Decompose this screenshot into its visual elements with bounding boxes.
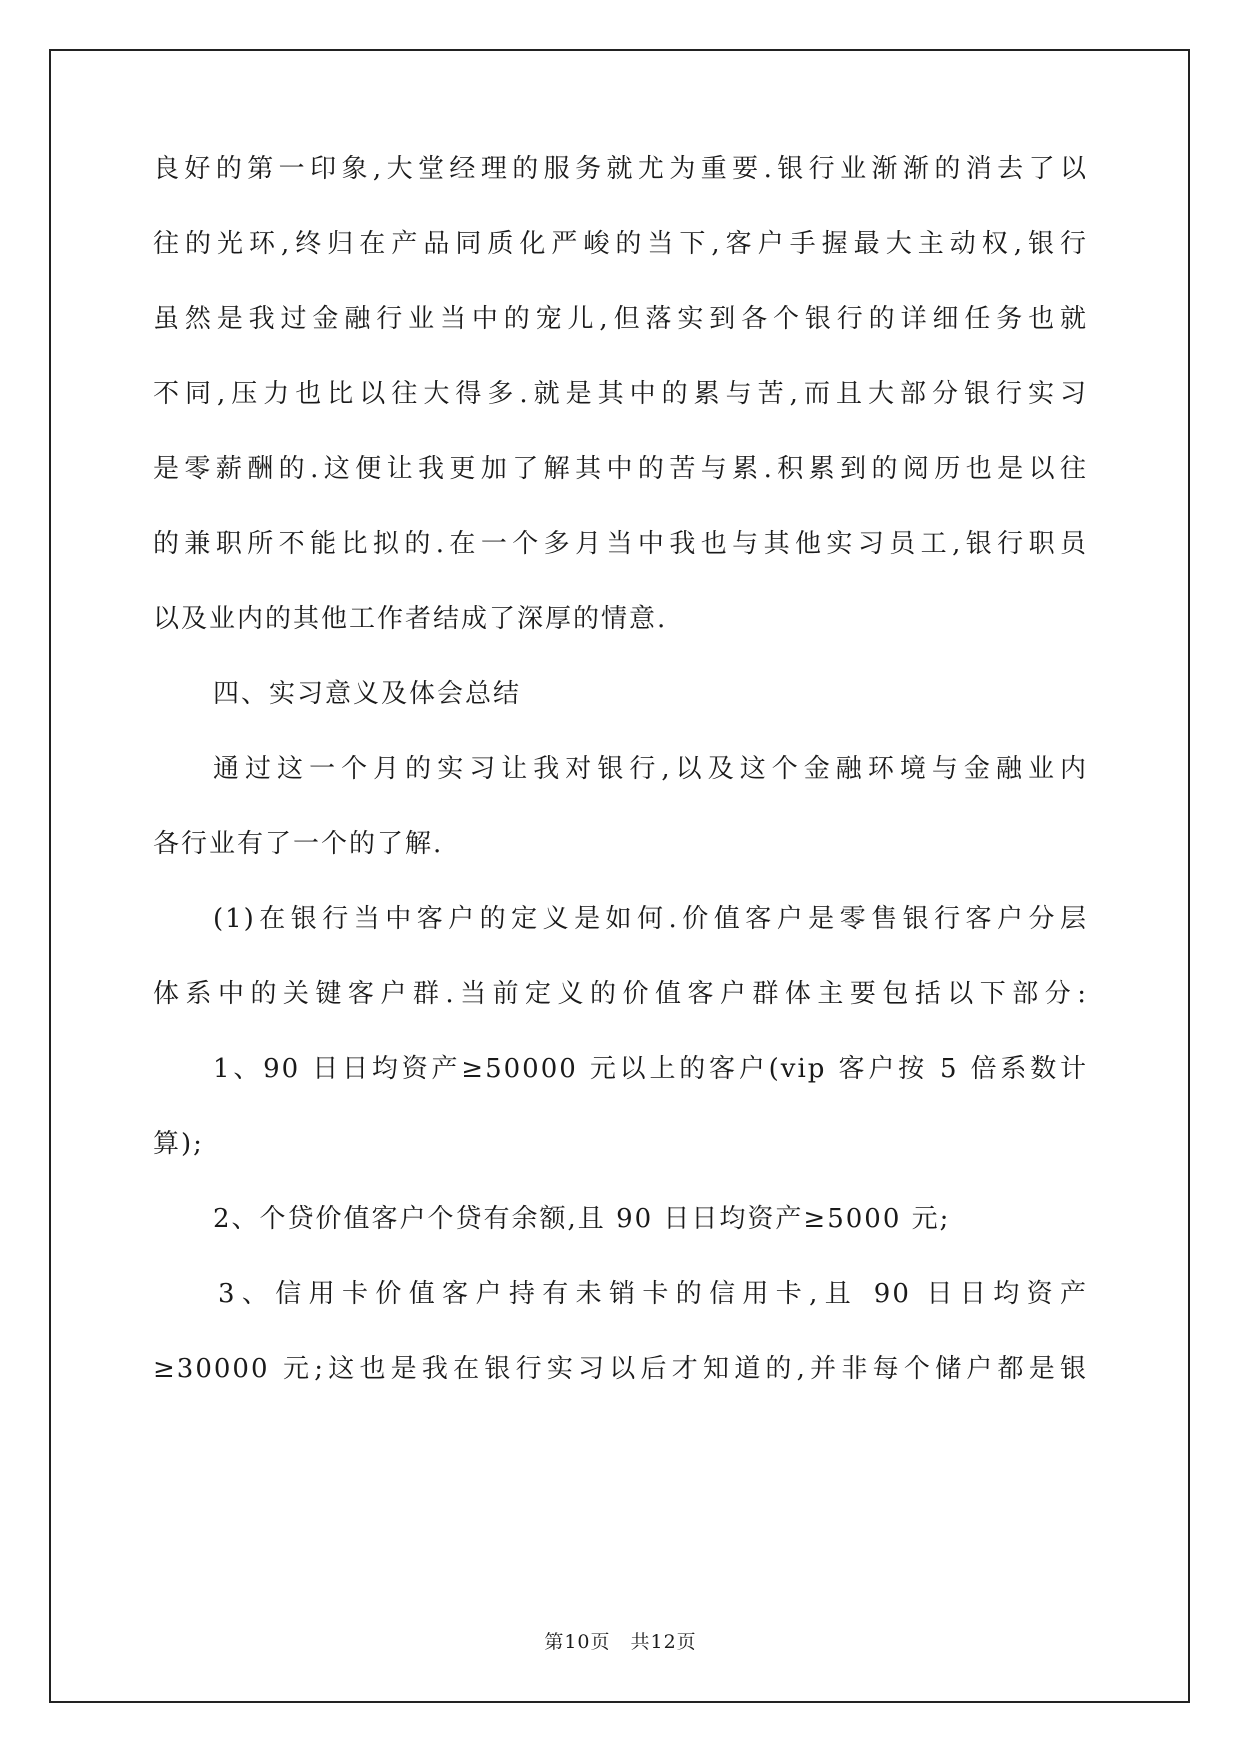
page-number-footer: 第10页 共12页: [544, 1631, 697, 1653]
section-heading: 四、实习意义及体会总结: [213, 679, 522, 709]
text-line-16: 3、信用卡价值客户持有未销卡的信用卡,且 90 日日均资产: [218, 1279, 1088, 1309]
text-line-10: 各行业有了一个的了解.: [153, 829, 444, 859]
text-line-17: ≥30000 元;这也是我在银行实习以后才知道的,并非每个储户都是银: [153, 1354, 1088, 1384]
text-line-11: (1)在银行当中客户的定义是如何.价值客户是零售银行客户分层: [213, 904, 1088, 934]
page-border: [49, 49, 1190, 1703]
text-line-14: 算);: [153, 1129, 204, 1159]
text-line-4: 不同,压力也比以往大得多.就是其中的累与苦,而且大部分银行实习: [153, 379, 1088, 409]
text-line-3: 虽然是我过金融行业当中的宠儿,但落实到各个银行的详细任务也就: [153, 304, 1088, 334]
text-line-5: 是零薪酬的.这便让我更加了解其中的苦与累.积累到的阅历也是以往: [153, 454, 1088, 484]
text-line-6: 的兼职所不能比拟的.在一个多月当中我也与其他实习员工,银行职员: [153, 529, 1088, 559]
text-line-13: 1、90 日日均资产≥50000 元以上的客户(vip 客户按 5 倍系数计: [213, 1054, 1088, 1084]
text-line-7: 以及业内的其他工作者结成了深厚的情意.: [153, 604, 668, 634]
text-line-2: 往的光环,终归在产品同质化严峻的当下,客户手握最大主动权,银行: [153, 229, 1088, 259]
text-line-12: 体系中的关键客户群.当前定义的价值客户群体主要包括以下部分:: [153, 979, 1088, 1009]
text-line-15: 2、个贷价值客户个贷有余额,且 90 日日均资产≥5000 元;: [213, 1204, 951, 1234]
text-line-1: 良好的第一印象,大堂经理的服务就尤为重要.银行业渐渐的消去了以: [153, 154, 1088, 184]
text-line-9: 通过这一个月的实习让我对银行,以及这个金融环境与金融业内: [213, 754, 1088, 784]
